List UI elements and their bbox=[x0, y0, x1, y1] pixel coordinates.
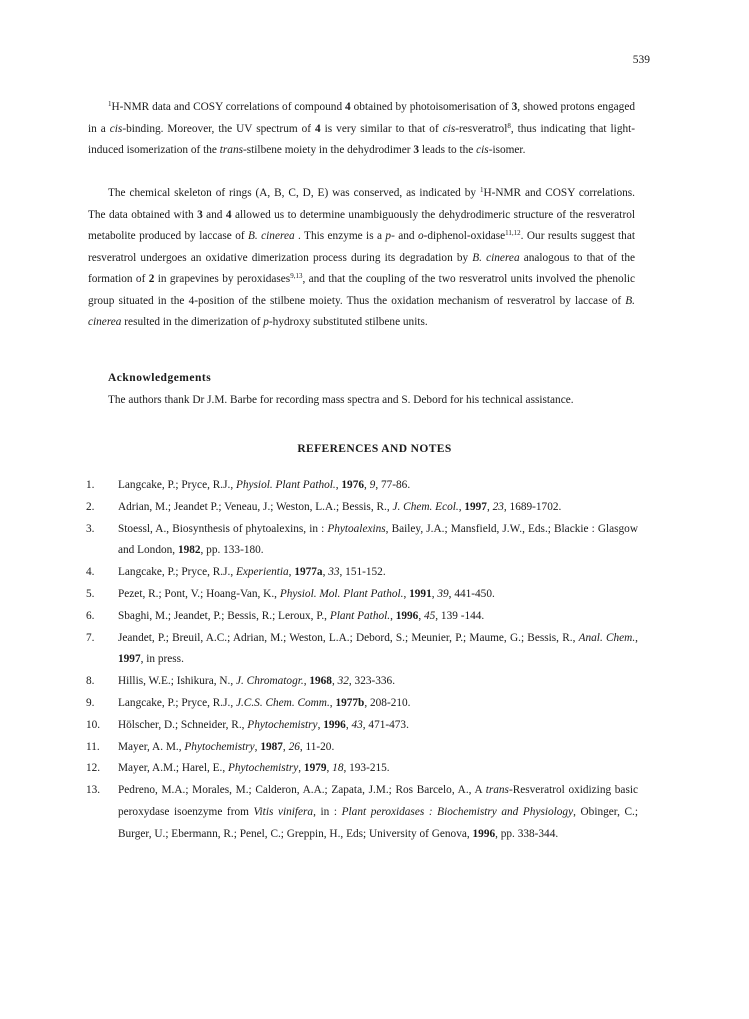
text-run: Langcake, P.; Pryce, R.J., bbox=[118, 696, 236, 709]
text-run: -Resveratrol oxidizing basic peroxydase isoenzyme from bbox=[118, 784, 638, 818]
text-run: , 323-336. bbox=[348, 675, 396, 688]
text-run: Langcake, P.; Pryce, R.J., bbox=[118, 566, 236, 579]
text-run: Sbaghi, M.; Jeandet, P.; Bessis, R.; Leroux, P., bbox=[118, 609, 330, 622]
text-run: , 208-210. bbox=[364, 696, 411, 709]
reference-number: 8. bbox=[86, 675, 95, 688]
reference-text bbox=[118, 758, 638, 780]
bold-text: 1982 bbox=[177, 544, 201, 557]
reference-text bbox=[118, 562, 638, 584]
italic-text: trans bbox=[485, 784, 509, 797]
superscript: 1 bbox=[479, 186, 484, 194]
text-run: is very similar to that of bbox=[320, 122, 443, 135]
bold-text: 1991 bbox=[409, 587, 432, 600]
italic-text: Phytoalexins bbox=[327, 522, 386, 535]
text-run: , bbox=[331, 675, 338, 688]
acknowledgements-heading: Acknowledgements bbox=[108, 372, 212, 384]
reference-number: 6. bbox=[86, 609, 95, 622]
italic-text: Plant Pathol. bbox=[329, 609, 391, 622]
text-run: H-NMR data and COSY correlations of compound bbox=[111, 101, 346, 113]
text-run: , 77-86. bbox=[375, 479, 411, 491]
reference-item bbox=[86, 628, 638, 672]
text-run: , bbox=[635, 631, 638, 644]
text-run: H-NMR and COSY correlations. The data obtained with bbox=[88, 187, 635, 221]
text-run: , bbox=[335, 479, 342, 491]
text-run: leads to the bbox=[419, 144, 477, 156]
italic-text: 45 bbox=[423, 609, 436, 622]
body-paragraph-2 bbox=[88, 183, 635, 334]
text-run: , and that the coupling of the two resveratrol units involved the phenolic group situated in the 4-position of the stilbene moiety. Thus the oxidation mechanism of resveratrol by laccase of bbox=[88, 273, 635, 307]
text-run: , bbox=[431, 587, 438, 600]
reference-item bbox=[86, 497, 638, 519]
text-run: Pezet, R.; Pont, V.; Hoang-Van, K., bbox=[118, 587, 280, 600]
text-run: , 441-450. bbox=[448, 587, 495, 600]
italic-text: Plant peroxidases : Biochemistry and Physiology bbox=[341, 805, 574, 818]
superscript: 11,12 bbox=[505, 229, 521, 237]
text-run: , bbox=[254, 740, 261, 753]
reference-item bbox=[86, 519, 638, 563]
text-run: , bbox=[345, 718, 352, 731]
italic-text: 33 bbox=[328, 566, 340, 579]
reference-text bbox=[118, 606, 638, 628]
text-run: , in : bbox=[313, 805, 342, 818]
italic-text: Phytochemistry bbox=[247, 718, 318, 731]
text-run: , 151-152. bbox=[339, 566, 386, 579]
italic-text: 32 bbox=[337, 675, 349, 688]
bold-text: 1977b bbox=[335, 696, 365, 709]
text-run: , bbox=[282, 740, 289, 753]
reference-number: 9. bbox=[86, 696, 95, 709]
italic-text: p bbox=[263, 316, 269, 328]
italic-text: J. Chromatogr. bbox=[236, 675, 304, 688]
reference-list bbox=[86, 475, 638, 846]
italic-text: 23 bbox=[492, 500, 504, 513]
italic-text: cis bbox=[476, 144, 489, 156]
text-run: , Bailey, J.A.; Mansfield, J.W., Eds.; Blackie : Glasgow and London, bbox=[118, 522, 638, 557]
reference-number: 4. bbox=[86, 566, 95, 579]
italic-text: B. cinerea bbox=[472, 251, 520, 264]
bold-text: 2 bbox=[148, 273, 155, 285]
text-run: , bbox=[288, 566, 295, 579]
reference-text bbox=[118, 715, 638, 737]
text-run: Mayer, A.M.; Harel, E., bbox=[118, 762, 228, 775]
italic-text: 9 bbox=[369, 479, 376, 491]
text-run: - and bbox=[391, 230, 418, 242]
text-run: , bbox=[418, 609, 424, 622]
bold-text: 4 bbox=[225, 208, 232, 221]
text-run: , bbox=[326, 762, 333, 775]
reference-text bbox=[118, 693, 638, 715]
text-run: obtained by photoisomerisation of bbox=[350, 101, 512, 113]
body-paragraph-1 bbox=[88, 97, 635, 162]
reference-item bbox=[86, 780, 638, 845]
italic-text: Physiol. Plant Pathol. bbox=[235, 479, 336, 491]
text-run: , bbox=[329, 696, 336, 709]
text-run: Hölscher, D.; Schneider, R., bbox=[118, 718, 248, 731]
text-run: Mayer, A. M., bbox=[118, 740, 185, 753]
text-run: . This enzyme is a bbox=[294, 230, 386, 242]
page-number: 539 bbox=[632, 54, 650, 66]
reference-number: 5. bbox=[86, 587, 95, 600]
reference-item bbox=[86, 758, 638, 780]
reference-text bbox=[118, 497, 638, 519]
text-run: in grapevines by peroxidases bbox=[154, 273, 291, 285]
text-run: -isomer. bbox=[488, 144, 526, 156]
text-run: Pedreno, M.A.; Morales, M.; Calderon, A.A.; Zapata, J.M.; Ros Barcelo, A., A bbox=[118, 784, 486, 797]
italic-text: Vitis vinifera bbox=[253, 805, 314, 818]
bold-text: 3 bbox=[511, 101, 518, 113]
text-run: , thus indicating that light-induced isomerization of the bbox=[88, 122, 636, 156]
bold-text: 3 bbox=[197, 208, 203, 221]
text-run: Langcake, P.; Pryce, R.J., bbox=[118, 479, 236, 491]
text-run: , bbox=[390, 609, 396, 622]
bold-text: 1977a bbox=[294, 566, 323, 579]
text-run: The chemical skeleton of rings (A, B, C, D, E) was conserved, as indicated by bbox=[108, 187, 480, 199]
italic-text: Phytochemistry bbox=[184, 740, 255, 753]
reference-item bbox=[86, 715, 638, 737]
text-run: , bbox=[317, 718, 324, 731]
text-run: analogous to that of the formation of bbox=[88, 251, 635, 285]
italic-text: Anal. Chem. bbox=[578, 631, 636, 644]
reference-text bbox=[118, 737, 638, 759]
italic-text: B. cinerea bbox=[88, 294, 635, 328]
reference-number: 2. bbox=[86, 500, 95, 513]
reference-number: 7. bbox=[86, 631, 95, 644]
text-run: Hillis, W.E.; Ishikura, N., bbox=[118, 675, 236, 688]
italic-text: cis bbox=[442, 122, 456, 135]
italic-text: cis bbox=[109, 122, 123, 135]
reference-number: 3. bbox=[86, 522, 95, 535]
reference-text bbox=[118, 628, 638, 672]
italic-text: J. Chem. Ecol. bbox=[392, 500, 459, 513]
text-run: , pp. 133-180. bbox=[200, 544, 264, 557]
reference-item bbox=[86, 475, 638, 497]
text-run: , in press. bbox=[140, 653, 184, 666]
text-run: -stilbene moiety in the dehydrodimer bbox=[243, 144, 414, 156]
reference-text bbox=[118, 519, 638, 563]
text-run: resulted in the dimerization of bbox=[121, 316, 264, 328]
bold-text: 1968 bbox=[309, 675, 332, 688]
italic-text: trans bbox=[219, 144, 243, 156]
reference-item bbox=[86, 671, 638, 693]
text-run: Jeandet, P.; Breuil, A.C.; Adrian, M.; Weston, L.A.; Debord, S.; Meunier, P.; Maume, G.; Bessis, R., bbox=[118, 631, 579, 644]
italic-text: Experientia bbox=[235, 566, 289, 579]
text-run: , pp. 338-344. bbox=[495, 827, 559, 840]
text-run: , 471-473. bbox=[362, 718, 409, 731]
italic-text: 18 bbox=[332, 762, 344, 775]
text-run: , 139 -144. bbox=[435, 609, 485, 622]
text-run: -binding. Moreover, the UV spectrum of bbox=[122, 122, 316, 135]
italic-text: B. cinerea bbox=[248, 230, 295, 242]
bold-text: 1996 bbox=[395, 609, 419, 622]
text-run: allowed us to determine unambiguously the dehydrodimeric structure of the resveratrol metabolite produced by laccase of bbox=[88, 208, 635, 242]
bold-text: 1996 bbox=[472, 827, 496, 840]
bold-text: 4 bbox=[345, 101, 351, 113]
text-run: , bbox=[403, 587, 410, 600]
bold-text: 1996 bbox=[323, 718, 346, 731]
bold-text: 4 bbox=[315, 122, 321, 135]
reference-number: 11. bbox=[86, 740, 100, 753]
text-run: , showed protons engaged in a bbox=[88, 101, 635, 135]
text-run: , bbox=[458, 500, 465, 513]
italic-text: o bbox=[417, 230, 424, 242]
superscript: 1 bbox=[108, 100, 112, 108]
reference-number: 10. bbox=[86, 718, 101, 731]
italic-text: J.C.S. Chem. Comm. bbox=[235, 696, 330, 709]
italic-text: 39 bbox=[437, 587, 449, 600]
reference-text bbox=[118, 584, 638, 606]
text-run: , 193-215. bbox=[343, 762, 390, 775]
reference-item bbox=[86, 584, 638, 606]
bold-text: 1997 bbox=[464, 500, 487, 513]
acknowledgements-text: The authors thank Dr J.M. Barbe for recording mass spectra and S. Debord for his technical assistance. bbox=[108, 394, 574, 406]
text-run: -hydroxy substituted stilbene units. bbox=[268, 316, 428, 328]
bold-text: 1976 bbox=[341, 479, 364, 491]
bold-text: 3 bbox=[413, 144, 420, 156]
italic-text: Physiol. Mol. Plant Pathol. bbox=[279, 587, 404, 600]
text-run: , bbox=[298, 762, 304, 775]
text-run: -diphenol-oxidase bbox=[423, 230, 506, 242]
text-run: , bbox=[364, 479, 370, 491]
text-run: , bbox=[486, 500, 493, 513]
reference-text bbox=[118, 671, 638, 693]
bold-text: 1997 bbox=[118, 653, 141, 666]
text-run: Stoessl, A., Biosynthesis of phytoalexins, in : bbox=[118, 522, 328, 535]
reference-item bbox=[86, 606, 638, 628]
text-run: Adrian, M.; Jeandet P.; Veneau, J.; Weston, L.A.; Bessis, R., bbox=[118, 500, 393, 513]
reference-number: 12. bbox=[86, 762, 101, 775]
italic-text: Phytochemistry bbox=[227, 762, 299, 775]
reference-number: 1. bbox=[86, 479, 95, 491]
reference-number: 13. bbox=[86, 784, 101, 797]
italic-text: p bbox=[385, 230, 392, 242]
text-run: , bbox=[322, 566, 329, 579]
reference-item bbox=[86, 693, 638, 715]
text-run: and bbox=[202, 208, 226, 221]
bold-text: 1987 bbox=[260, 740, 283, 753]
text-run: -resveratrol bbox=[455, 122, 508, 135]
text-run: , bbox=[303, 675, 310, 688]
text-run: . Our results suggest that resveratrol undergoes an oxidative dimerization process during its degradation by bbox=[88, 230, 635, 264]
reference-item bbox=[86, 562, 638, 584]
references-heading: REFERENCES AND NOTES bbox=[297, 443, 452, 455]
reference-text bbox=[118, 780, 638, 845]
superscript: 8 bbox=[507, 121, 511, 130]
bold-text: 1979 bbox=[303, 762, 327, 775]
reference-text bbox=[118, 475, 638, 497]
italic-text: 43 bbox=[351, 718, 363, 731]
italic-text: 26 bbox=[288, 740, 300, 753]
text-run: , Obinger, C.; Burger, U.; Ebermann, R.; Penel, C.; Greppin, H., Eds; University of Genova, bbox=[118, 805, 638, 840]
text-run: , 1689-1702. bbox=[503, 500, 562, 513]
reference-item bbox=[86, 737, 638, 759]
superscript: 9,13 bbox=[290, 272, 303, 280]
text-run: , 11-20. bbox=[299, 740, 335, 753]
